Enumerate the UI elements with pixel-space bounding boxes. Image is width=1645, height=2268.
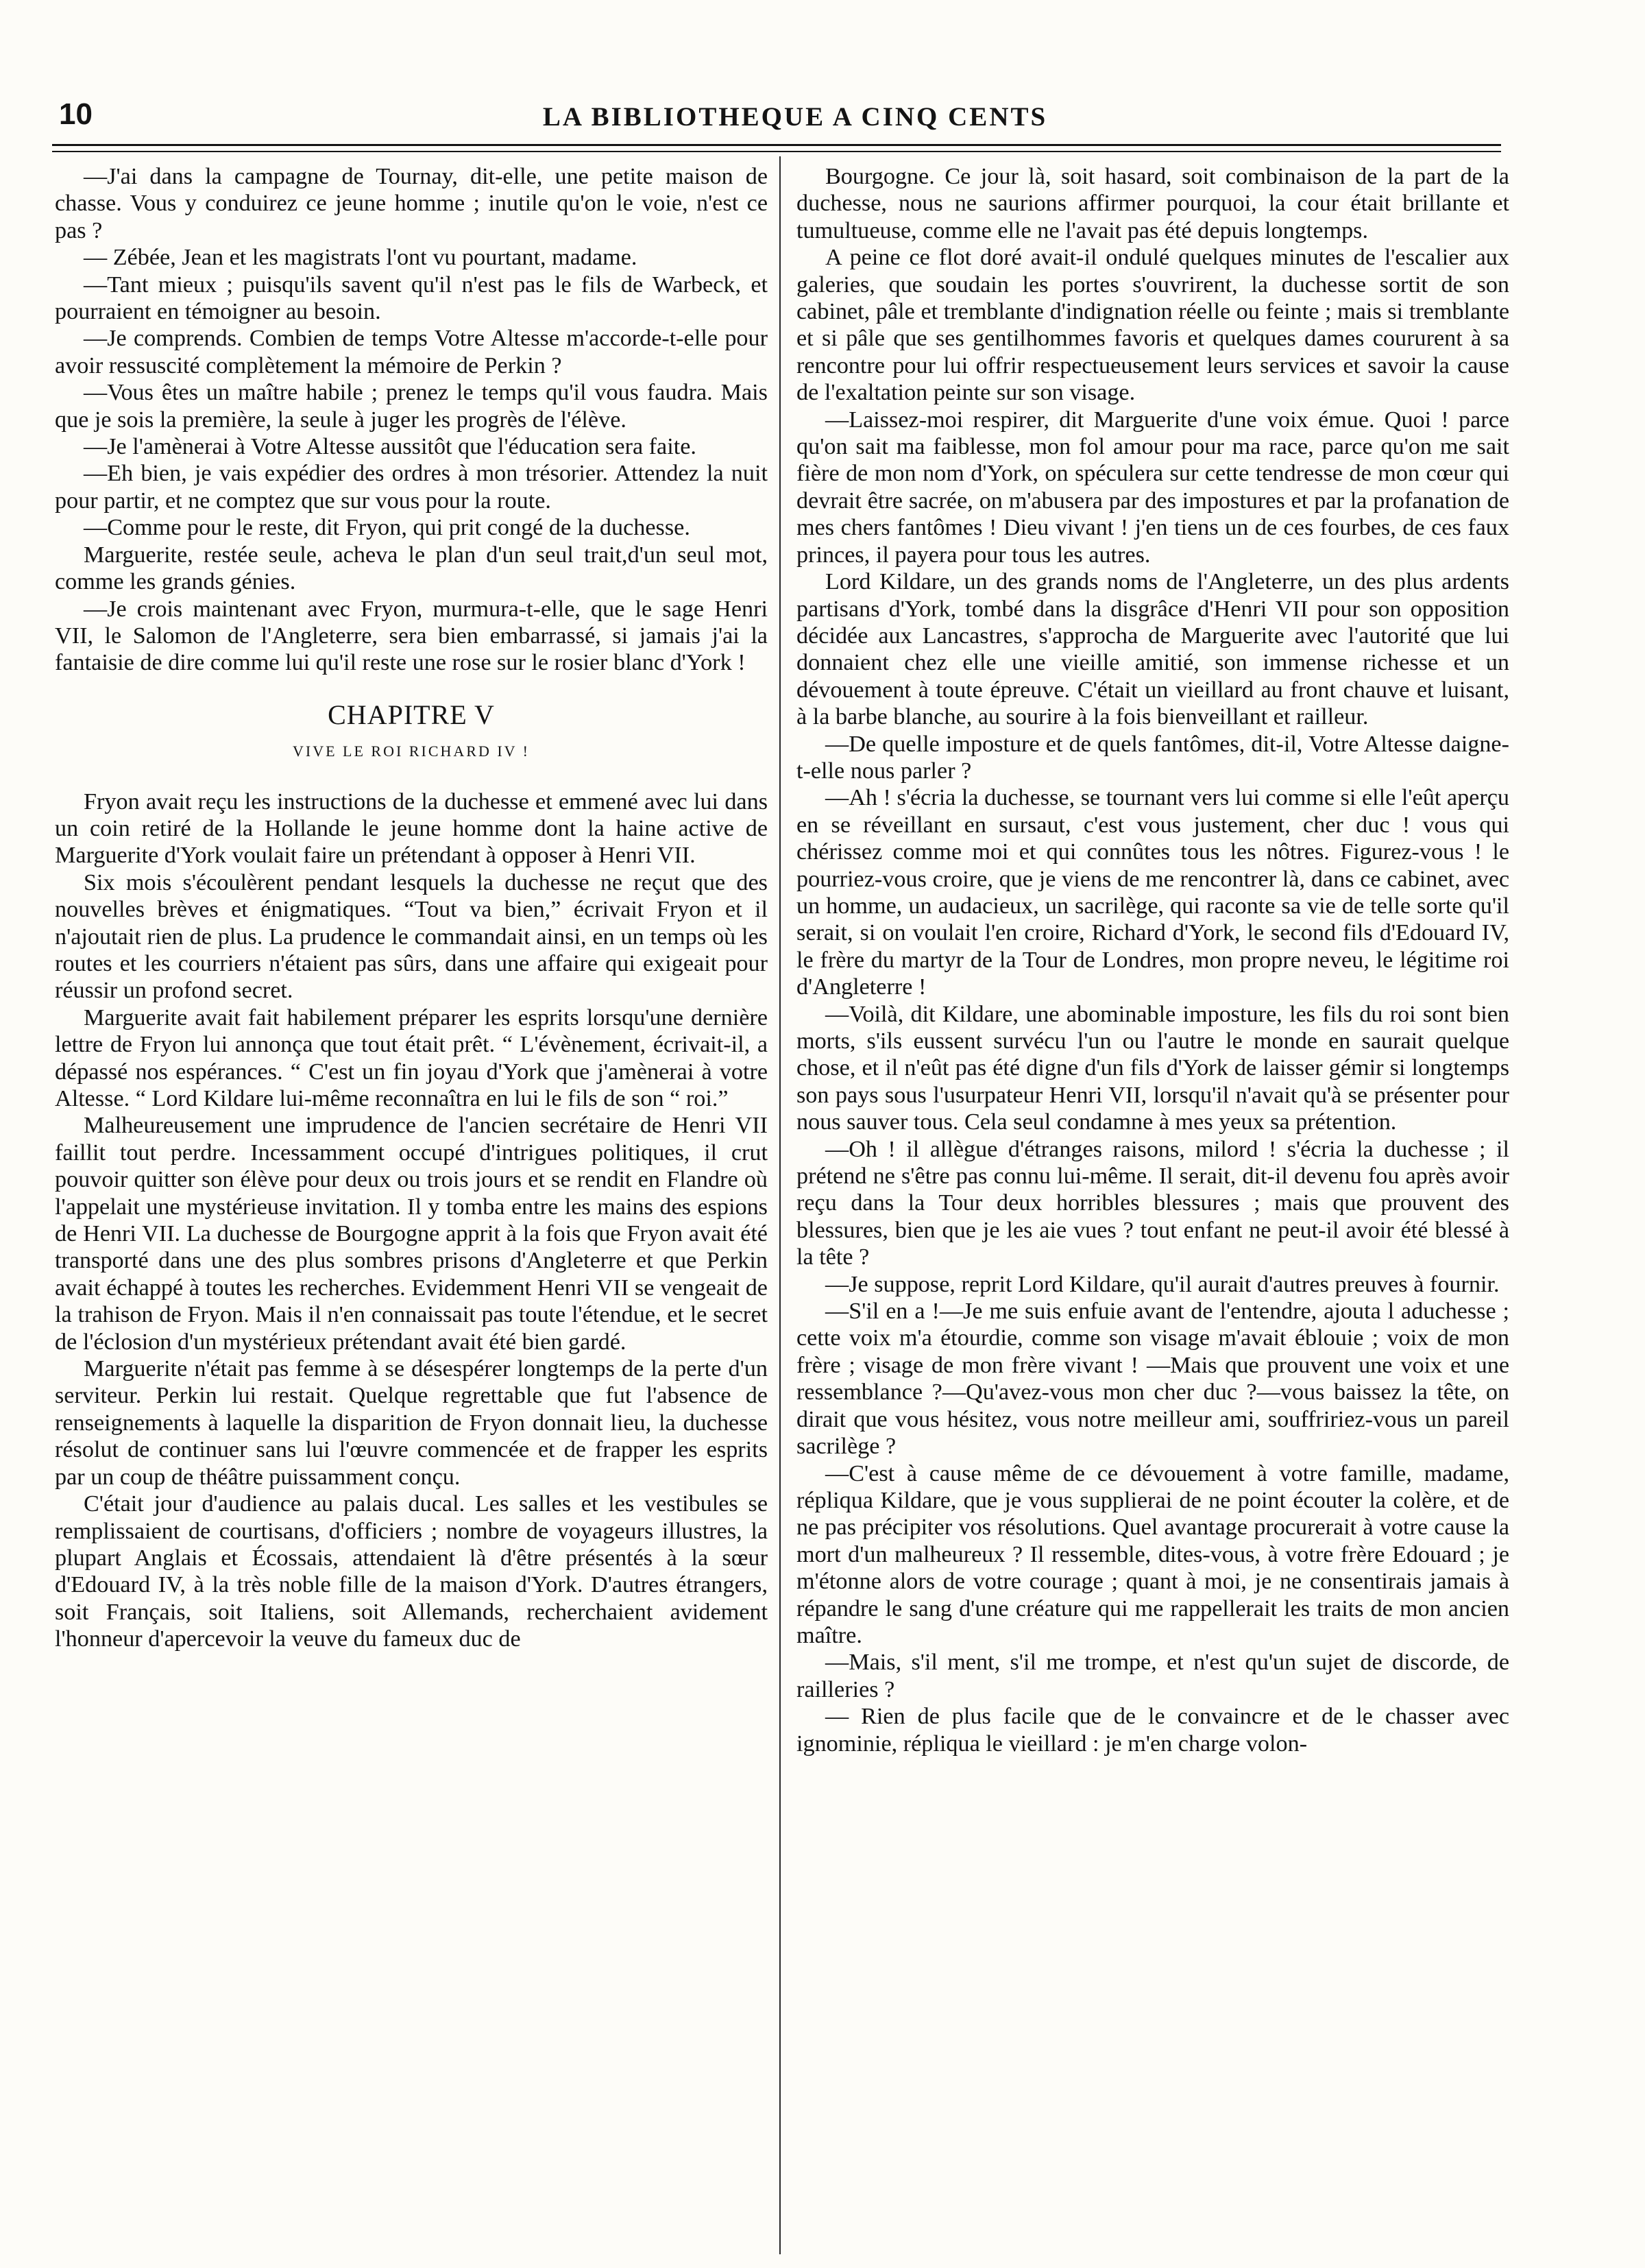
paragraph: —Vous êtes un maître habile ; prenez le temps qu'il vous faudra. Mais que je sois la première, la seule à juger les progrès de l'élève. xyxy=(55,380,768,433)
right-column-text xyxy=(796,163,1509,1757)
paragraph: —De quelle imposture et de quels fantômes, dit-il, Votre Altesse daigne-t-elle nous parler ? xyxy=(796,731,1509,784)
chapter-title: CHAPITRE V xyxy=(328,699,495,730)
paragraph: Bourgogne. Ce jour là, soit hasard, soit combinaison de la part de la duchesse, nous ne saurions affirmer pourquoi, la cour était brillante et tumultueuse, comme elle ne l'avait pas été depuis longtemps. xyxy=(796,164,1509,243)
right-column xyxy=(796,163,1509,2254)
running-head-title: LA BIBLIOTHEQUE A CINQ CENTS xyxy=(542,102,1048,132)
paragraph: Marguerite n'était pas femme à se désespérer longtemps de la perte d'un serviteur. Perkin lui restait. Quelque regrettable que fut l'absence de renseignements à laquelle la disparition de Fryon donnait lieu, la duchesse résolut de continuer sans lui l'œuvre commencée et de frapper les esprits par un coup de théâtre puissamment conçu. xyxy=(55,1356,768,1490)
chapter-subtitle: VIVE LE ROI RICHARD IV ! xyxy=(293,743,530,760)
paragraph: Lord Kildare, un des grands noms de l'Angleterre, un des plus ardents partisans d'York, tombé dans la disgrâce d'Henri VII pour son opposition décidée aux Lancastres, s'approcha de Marguerite avec l'autorité que lui donnaient chez elle une vieille amitié, son immense richesse et un dévouement à toute épreuve. C'était un vieillard au front chauve et luisant, à la barbe blanche, au sourire à la fois bienveillant et railleur. xyxy=(796,569,1509,730)
paragraph: Malheureusement une imprudence de l'ancien secrétaire de Henri VII faillit tout perdre. Incessamment occupé d'intrigues politiques, il crut pouvoir quitter son élève pour deux ou trois jours et se rendit en Flandre où l'appelait une mystérieuse invitation. Il y tomba entre les mains des espions de Henri VII. La duchesse de Bourgogne apprit à la fois que Fryon avait été transporté dans une des plus sombres prisons d'Angleterre et que Perkin avait échappé à toutes les recherches. Evidemment Henri VII se vengeait de la trahison de Fryon. Mais il n'en connaissait pas toute l'étendue, et le secret de l'éclosion d'un mystérieux prétendant avait été bien gardé. xyxy=(55,1113,768,1355)
paragraph: —Laissez-moi respirer, dit Marguerite d'une voix émue. Quoi ! parce qu'on sait ma faiblesse, mon fol amour pour ma race, parce qu'on me sait fière de mon nom d'York, on spéculera sur cette tendresse de mon cœur qui devrait être sacrée, on m'abusera par des impostures et par la profanation de mes chers fantômes ! Dieu vivant ! j'en tiens un de ces fourbes, de ces faux princes, il payera pour tous les autres. xyxy=(796,407,1509,568)
paragraph: —C'est à cause même de ce dévouement à votre famille, madame, répliqua Kildare, que je vous supplierai de ne point écouter la colère, et de ne pas précipiter vos résolutions. Quel avantage procurerait à votre cause la mort d'un malheureux ? Il ressemble, dites-vous, à votre frère Edouard ; je m'étonne alors de votre courage ; quant à moi, je ne consentirais jamais à répandre le sang d'une créature qui me rappellerait les traits de mon ancien maître. xyxy=(796,1460,1509,1648)
paragraph: —Comme pour le reste, dit Fryon, qui prit congé de la duchesse. xyxy=(84,515,690,541)
header-rule-bottom xyxy=(52,151,1501,152)
paragraph: —Je suppose, reprit Lord Kildare, qu'il aurait d'autres preuves à fournir. xyxy=(825,1271,1500,1297)
column-divider xyxy=(779,156,781,2254)
paragraph: —S'il en a !—Je me suis enfuie avant de l'entendre, ajouta l aduchesse ; cette voix m'a étourdie, comme son visage m'avait éblouie ; voix de mon frère ; visage de mon frère vivant ! —Mais que prouvent une voix et une ressemblance ?—Qu'avez-vous mon cher duc ?—vous baissez la tête, on dirait que vous hésitez, vous notre meilleur ami, souffririez-vous un pareil sacrilège ? xyxy=(796,1299,1509,1460)
paragraph: Marguerite, restée seule, acheva le plan d'un seul trait,d'un seul mot, comme les grands génies. xyxy=(55,542,768,595)
paragraph: Six mois s'écoulèrent pendant lesquels la duchesse ne reçut que des nouvelles brèves et énigmatiques. “Tout va bien,” écrivait Fryon et il n'ajoutait rien de plus. La prudence le commandait ainsi, en un temps où les routes et les courriers n'étaient pas sûrs, dans une affaire qui exigeait pour réussir un profond secret. xyxy=(55,869,768,1004)
paragraph: —Mais, s'il ment, s'il me trompe, et n'est qu'un sujet de discorde, de railleries ? xyxy=(796,1650,1509,1702)
paragraph: —Oh ! il allègue d'étranges raisons, milord ! s'écria la duchesse ; il prétend ne s'être pas connu lui-même. Il serait, dit-il devenu fou après avoir reçu dans la Tour deux horribles blessures ; mais que prouvent des blessures, bien que je les aie vues ? tout enfant ne peut-il avoir été blessé à la tête ? xyxy=(796,1136,1509,1270)
paragraph: —Tant mieux ; puisqu'ils savent qu'il n'est pas le fils de Warbeck, et pourraient en témoigner au besoin. xyxy=(55,272,768,325)
paragraph: —Je comprends. Combien de temps Votre Altesse m'accorde-t-elle pour avoir ressuscité complètement la mémoire de Perkin ? xyxy=(55,326,768,378)
paragraph: —J'ai dans la campagne de Tournay, dit-elle, une petite maison de chasse. Vous y conduirez ce jeune homme ; inutile qu'on le voie, n'est ce pas ? xyxy=(55,164,768,243)
paragraph: C'était jour d'audience au palais ducal. Les salles et les vestibules se remplissaient de courtisans, d'officiers ; nombre de voyageurs illustres, la plupart Anglais et Écossais, attendaient là d'être présentés à la sœur d'Edouard IV, à la très noble fille de la maison d'York. D'autres étrangers, soit Français, soit Italiens, soit Allemands, recherchaient avidement l'honneur d'apercevoir la veuve du fameux duc de xyxy=(55,1491,768,1652)
page-number: 10 xyxy=(59,97,93,131)
left-column-before-chapter xyxy=(55,163,768,677)
paragraph: Fryon avait reçu les instructions de la duchesse et emmené avec lui dans un coin retiré de la Hollande le jeune homme dont la haine active de Marguerite d'York voulait faire un prétendant à opposer à Henri VII. xyxy=(55,788,768,869)
header-rule-top xyxy=(52,144,1501,146)
paragraph: Marguerite avait fait habilement préparer les esprits lorsqu'une dernière lettre de Fryon lui annonça que tout était prêt. “ L'évènement, écrivait-il, a dépassé nos espérances. “ C'est un fin joyau d'York que j'amènerai à votre Altesse. “ Lord Kildare lui-même reconnaîtra en lui le fils de son “ roi.” xyxy=(55,1004,768,1111)
paragraph: —Je l'amènerai à Votre Altesse aussitôt que l'éducation sera faite. xyxy=(84,434,696,460)
paragraph: A peine ce flot doré avait-il ondulé quelques minutes de l'escalier aux galeries, que soudain les portes s'ouvrirent, la duchesse sortit de son cabinet, pâle et tremblante d'indignation réelle ou feinte ; mais si tremblante et si pâle que ses gentilhommes favoris et quelques dames coururent à sa rencontre pour lui offrir respectueusement leurs services et savoir la cause de l'exaltation peinte sur son visage. xyxy=(796,245,1509,406)
paragraph: — Zébée, Jean et les magistrats l'ont vu pourtant, madame. xyxy=(84,245,637,271)
paragraph: —Ah ! s'écria la duchesse, se tournant vers lui comme si elle l'eût aperçu en se réveillant en sursaut, c'est vous justement, cher duc ! vous qui chérissez comme moi et qui connûtes tous les nôtres. Figurez-vous ! le pourriez-vous croire, que je viens de me rencontrer là, dans ce cabinet, avec un homme, un audacieux, un sacrilège, qui raconte sa vie de telle sorte qu'il serait, si on voulait l'en croire, Richard d'York, le second fils d'Edouard IV, le frère du martyr de la Tour de Londres, mon propre neveu, le légitime roi d'Angleterre ! xyxy=(796,785,1509,1000)
paragraph: — Rien de plus facile que de le convaincre et de le chasser avec ignominie, répliqua le vieillard : je m'en charge volon- xyxy=(796,1704,1509,1757)
paragraph: —Eh bien, je vais expédier des ordres à mon trésorier. Attendez la nuit pour partir, et ne comptez que sur vous pour la route. xyxy=(55,461,768,514)
paragraph: —Je crois maintenant avec Fryon, murmura-t-elle, que le sage Henri VII, le Salomon de l'Angleterre, sera bien embarrassé, si jamais j'ai la fantaisie de dire comme lui qu'il reste une rose sur le rosier blanc d'York ! xyxy=(55,596,768,676)
left-column-after-chapter xyxy=(55,788,768,1653)
paragraph: —Voilà, dit Kildare, une abominable imposture, les fils du roi sont bien morts, s'ils eussent survécu l'un ou l'autre le monde en saurait quelque chose, et il n'eût pas été digne d'un fils d'York de laisser gémir si longtemps son pays sous l'usurpateur Henri VII, lorsqu'il n'avait qu'à se présenter pour nous sauver tous. Cela seul condamne à mes yeux sa prétention. xyxy=(796,1001,1509,1135)
left-column xyxy=(55,163,768,2254)
